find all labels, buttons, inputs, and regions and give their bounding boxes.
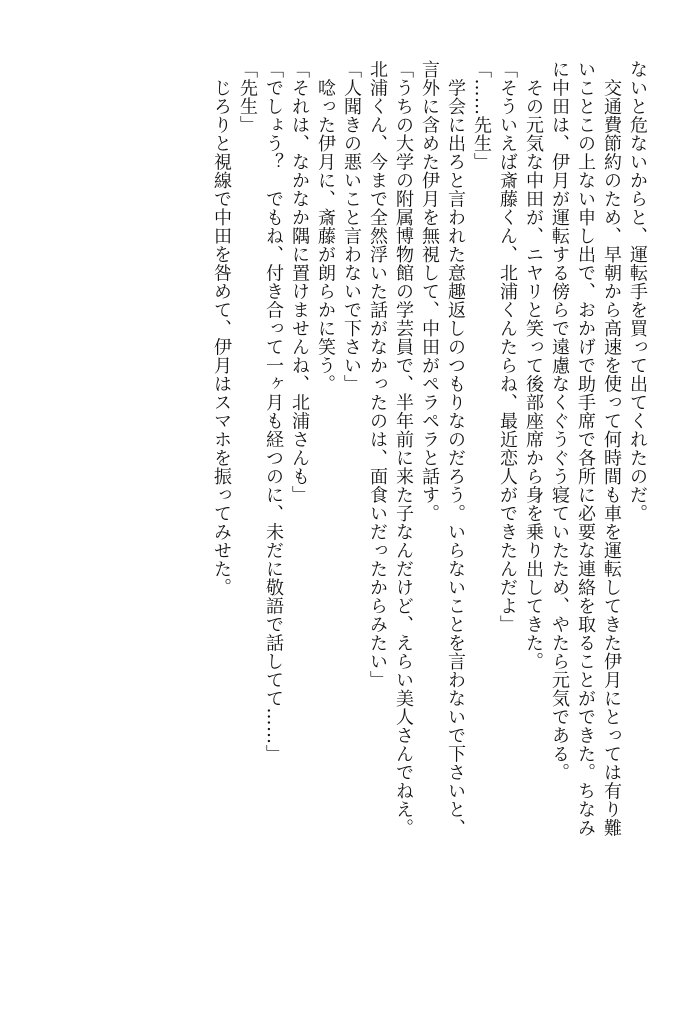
- text-line: 北浦くん、今まで全然浮いた話がなかったのは、面食いだったからみたい」: [367, 60, 388, 689]
- text-line: ないと危ないからと、運転手を買って出てくれたのだ。: [627, 60, 648, 523]
- text-line: 「先生」: [237, 60, 258, 134]
- text-line: 「うちの大学の附属博物館の学芸員で、半年前に来た子なんだけど、えらい美人さんでねえ。: [393, 60, 414, 837]
- text-line: 「……先生」: [471, 60, 492, 171]
- text-line: 唸った伊月に、斎藤が朗らかに笑う。: [315, 60, 336, 393]
- text-line: その元気な中田が、ニヤリと笑って後部座席から身を乗り出してきた。: [523, 60, 544, 671]
- text-line: に中田は、伊月が運転する傍らで遠慮なくぐうぐう寝ていたため、やたら元気である。: [549, 60, 570, 782]
- text-line: じろりと視線で中田を咎めて、伊月はスマホを振ってみせた。: [211, 60, 232, 597]
- text-line: 「人聞きの悪いこと言わないで下さい」: [341, 60, 362, 393]
- text-line: 「そういえば斎藤くん、北浦くんたらね、最近恋人ができたんだよ」: [497, 60, 518, 634]
- vertical-text-body: [208, 60, 650, 960]
- text-line: 言外に含めた伊月を無視して、中田がペラペラと話す。: [419, 60, 440, 523]
- text-line: 「それは、なかなか隅に置けませんね、北浦さんも」: [289, 60, 310, 504]
- text-line: 学会に出ろと言われた意趣返しのつもりなのだろう。いらないことを言わないで下さいと、: [445, 60, 466, 837]
- text-line: 「でしょう？ でもね、付き合って一ヶ月も経つのに、未だに敬語で話してて……」: [263, 60, 284, 763]
- text-line: いことこの上ない申し出で、おかげで助手席で各所に必要な連絡を取ることができた。ちなみ: [575, 60, 596, 837]
- text-line: 交通費節約のため、早朝から高速を使って何時間も車を運転してきた伊月にとっては有り難: [601, 60, 622, 837]
